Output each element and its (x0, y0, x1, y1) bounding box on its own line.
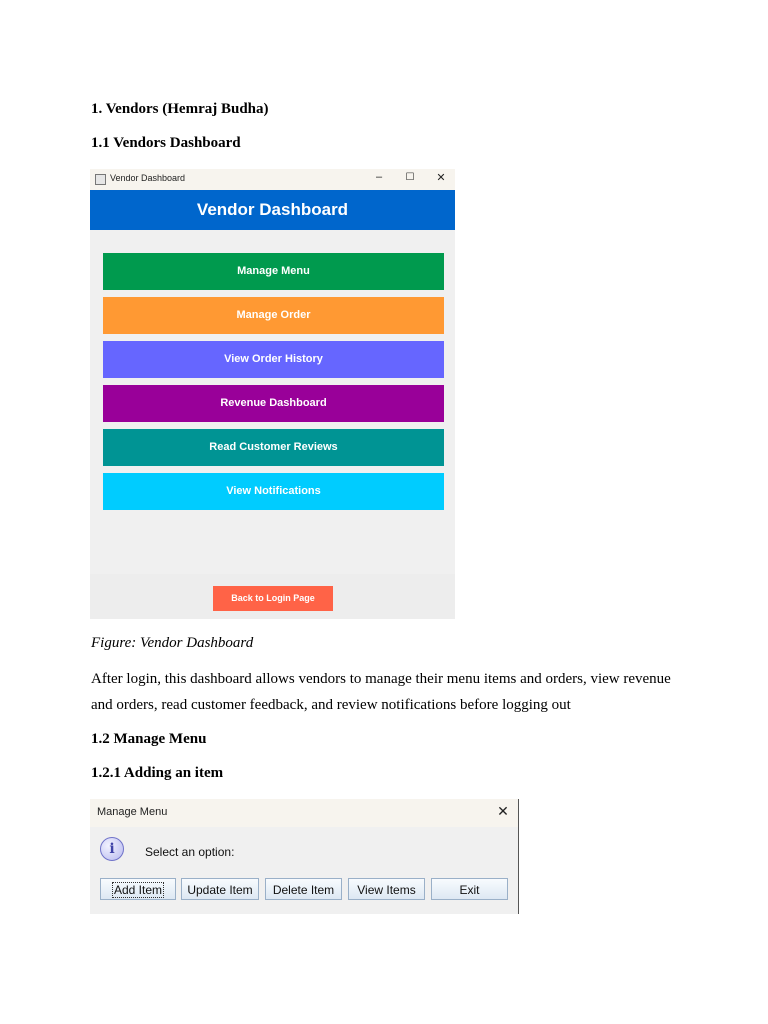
dashboard-header: Vendor Dashboard (90, 190, 455, 230)
window-titlebar (90, 169, 455, 190)
add-item-button[interactable] (100, 878, 176, 900)
view-order-history-button[interactable]: View Order History (103, 341, 444, 378)
delete-item-button[interactable] (265, 878, 342, 900)
view-items-button[interactable] (348, 878, 425, 900)
vendor-dashboard-window (90, 169, 455, 619)
view-items-label: View Items (357, 883, 416, 897)
close-icon[interactable]: ✕ (436, 172, 446, 184)
section-heading-manage-menu: 1.2 Manage Menu (91, 731, 207, 747)
info-icon: i (100, 837, 124, 861)
close-icon[interactable]: ✕ (497, 803, 509, 819)
exit-label: Exit (459, 883, 480, 897)
update-item-label: Update Item (187, 883, 253, 897)
add-item-label: Add Item (113, 883, 163, 897)
section-heading-adding-item: 1.2.1 Adding an item (91, 765, 224, 781)
minimize-icon[interactable]: – (375, 171, 383, 183)
delete-item-label: Delete Item (272, 883, 335, 897)
manage-menu-button[interactable]: Manage Menu (103, 253, 444, 290)
view-notifications-button[interactable]: View Notifications (103, 473, 444, 510)
maximize-icon[interactable]: ☐ (405, 172, 415, 183)
manage-order-button[interactable]: Manage Order (103, 297, 444, 334)
section-heading-dashboard: 1.1 Vendors Dashboard (91, 135, 241, 151)
dialog-prompt: Select an option: (145, 845, 235, 859)
dialog-title: Manage Menu (97, 806, 168, 818)
section-heading-vendors: 1. Vendors (Hemraj Budha) (91, 101, 269, 117)
manage-menu-dialog (90, 799, 519, 914)
exit-button[interactable] (431, 878, 508, 900)
dialog-titlebar (90, 799, 518, 827)
update-item-button[interactable] (181, 878, 259, 900)
window-title: Vendor Dashboard (110, 173, 186, 183)
read-customer-reviews-button[interactable]: Read Customer Reviews (103, 429, 444, 466)
java-app-icon (95, 174, 106, 185)
revenue-dashboard-button[interactable]: Revenue Dashboard (103, 385, 444, 422)
back-to-login-button[interactable]: Back to Login Page (213, 586, 333, 611)
figure-caption: Figure: Vendor Dashboard (91, 635, 254, 651)
body-paragraph: After login, this dashboard allows vendors to manage their menu items and orders, view revenue and orders, read customer feedback, and review notifications before logging out (91, 671, 671, 713)
